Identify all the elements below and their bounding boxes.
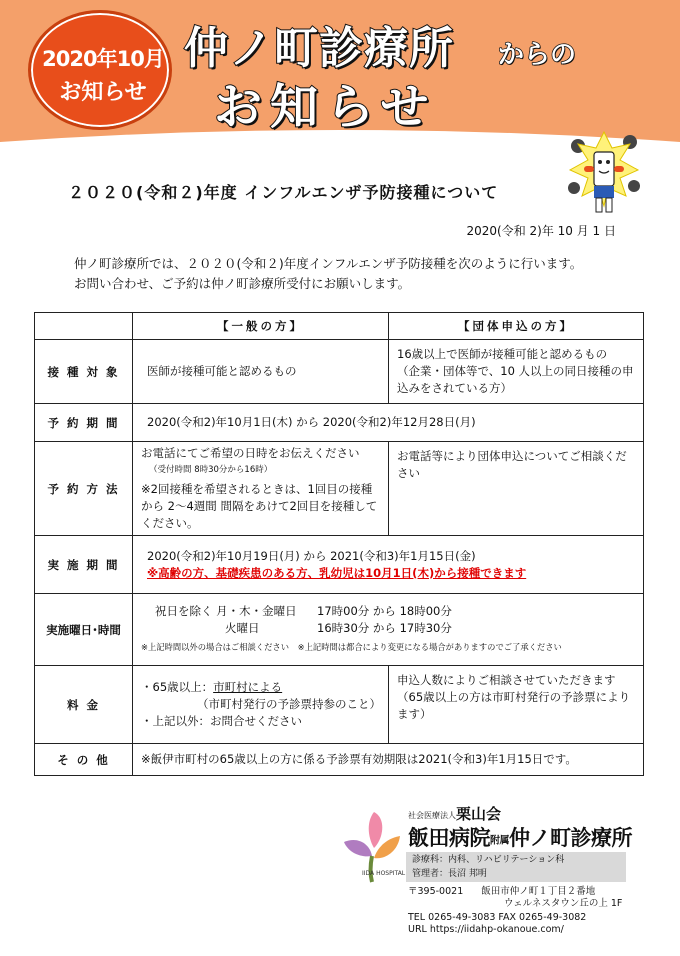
- intro-line: お問い合わせ、ご予約は仲ノ町診療所受付にお願いします。: [74, 276, 411, 291]
- table-row-target: [35, 340, 644, 404]
- address-main: 飯田市仲ノ町１丁目２番地: [481, 886, 596, 897]
- fee-line: （市町村発行の予診票持参のこと）: [197, 697, 381, 711]
- banner-title: 仲ノ町診療所: [184, 23, 454, 74]
- table-row-booking-period: [35, 404, 644, 442]
- implementation-period-cell: [133, 536, 644, 594]
- departments-text: 診療科：内科、リハビリテーション科: [412, 855, 565, 865]
- target-group-line: （企業・団体等で、10 人以上の同日接種の申込みをされている方）: [397, 364, 634, 395]
- header-general: 【一般の方】: [133, 313, 389, 340]
- fee-prefix: ・65歳以上：: [141, 680, 214, 694]
- row-label: 実 施 期 間: [35, 536, 133, 594]
- schedule-line: [141, 620, 635, 637]
- table-row-other: [35, 744, 644, 776]
- booking-hours: （受付時間 8時30分から16時）: [149, 465, 273, 475]
- schedule-line: [141, 603, 635, 620]
- hospital-name-part: 飯田病院: [408, 826, 490, 850]
- row-label: 接 種 対 象: [35, 340, 133, 404]
- address-line: [408, 886, 622, 898]
- booking-method-general: [133, 442, 389, 536]
- document-heading: ２０２０(令和２)年度 インフルエンザ予防接種について: [68, 183, 499, 202]
- banner-title-suffix: からの: [498, 40, 577, 70]
- fee-line: [141, 679, 380, 696]
- manager-text: 管理者：長沼 邦明: [412, 869, 487, 879]
- table-row-schedule: [35, 594, 644, 666]
- target-group-line: 16歳以上で医師が接種可能と認めるもの: [397, 347, 608, 361]
- table-header-row: [35, 313, 644, 340]
- fee-municipal-link: 市町村による: [213, 680, 283, 694]
- target-general: 医師が接種可能と認めるもの: [133, 340, 389, 404]
- schedule-days: 祝日を除く 月・木・金曜日: [155, 604, 297, 618]
- corporation-name: 栗山会: [456, 805, 502, 823]
- schedule-note: ※上記時間は都合により変更になる場合がありますのでご了承ください: [297, 642, 562, 652]
- row-label: 料 金: [35, 666, 133, 744]
- clinic-address: [408, 886, 622, 936]
- schedule-time: 16時30分 から 17時30分: [317, 621, 452, 635]
- booking-period-text: 2020(令和2)年10月1日(木) から 2020(令和2)年12月28日(月): [133, 404, 644, 442]
- clinic-info-box: [406, 852, 626, 882]
- badge-date: 2020年10月: [42, 47, 164, 71]
- corporation-type: 社会医療法人: [408, 811, 456, 820]
- table-corner-cell: [35, 313, 133, 340]
- postal-code: 〒395-0021: [408, 886, 464, 897]
- target-group: [389, 340, 644, 404]
- hospital-attached: 附属: [490, 835, 509, 847]
- date-badge: [28, 10, 172, 130]
- table-row-booking-method: [35, 442, 644, 536]
- fee-group: [389, 666, 644, 744]
- vaccination-info-table: [34, 312, 644, 776]
- implementation-period-text: 2020(令和2)年10月19日(月) から 2021(令和3)年1月15日(金): [147, 548, 476, 563]
- hospital-logo-text: IIDA HOSPITAL: [362, 870, 406, 877]
- row-label: 予 約 期 間: [35, 404, 133, 442]
- booking-method-line: お電話にてご希望の日時をお伝えください: [141, 446, 360, 460]
- fee-group-line: （65歳以上の方は市町村発行の予診票によります）: [397, 690, 631, 721]
- banner-subtitle: お知らせ: [214, 79, 437, 135]
- schedule-days: 火曜日: [225, 621, 260, 635]
- tel-fax: TEL 0265-49-3083 FAX 0265-49-3082: [408, 912, 587, 923]
- table-row-fee: [35, 666, 644, 744]
- booking-method-note: ※2回接種を希望されるときは、1回目の接種から 2～4週間 間隔をあけて2回目を接種してください。: [141, 482, 378, 530]
- row-label: そ の 他: [35, 744, 133, 776]
- fee-group-line: 申込人数によりご相談させていただきます: [397, 673, 616, 687]
- schedule-cell: [133, 594, 644, 666]
- mascot-illustration: [566, 130, 642, 222]
- address-sub: ウェルネスタウン丘の上 1F: [504, 898, 623, 909]
- clinic-name: [408, 822, 632, 852]
- table-row-implementation-period: [35, 536, 644, 594]
- row-label: 予 約 方 法: [35, 442, 133, 536]
- schedule-notes: [141, 639, 635, 656]
- booking-method-group: お電話等により団体申込についてご相談ください: [389, 442, 644, 536]
- row-label: 実施曜日･時間: [35, 594, 133, 666]
- document-date: 2020(令和 2)年 10 月 1 日: [466, 224, 616, 238]
- hospital-name-part: 仲ノ町診療所: [509, 826, 632, 850]
- fee-line: ・上記以外：お問合せください: [141, 714, 302, 728]
- website-link[interactable]: URL https://iidahp-okanoue.com/: [408, 924, 564, 935]
- badge-label: お知らせ: [59, 80, 147, 105]
- schedule-note: ※上記時間以外の場合はご相談ください: [141, 642, 290, 652]
- other-text: ※飯伊市町村の65歳以上の方に係る予診票有効期限は2021(令和3)年1月15日です。: [133, 744, 644, 776]
- fee-general: [133, 666, 389, 744]
- schedule-time: 17時00分 から 18時00分: [317, 604, 452, 618]
- intro-line: 仲ノ町診療所では、２０２０(令和２)年度インフルエンザ予防接種を次のように行います。: [74, 256, 583, 271]
- intro-paragraph: [74, 254, 582, 294]
- implementation-period-note: ※高齢の方、基礎疾患のある方、乳幼児は10月1日(木)から接種できます: [147, 565, 527, 580]
- header-group: 【団体申込の方】: [389, 313, 644, 340]
